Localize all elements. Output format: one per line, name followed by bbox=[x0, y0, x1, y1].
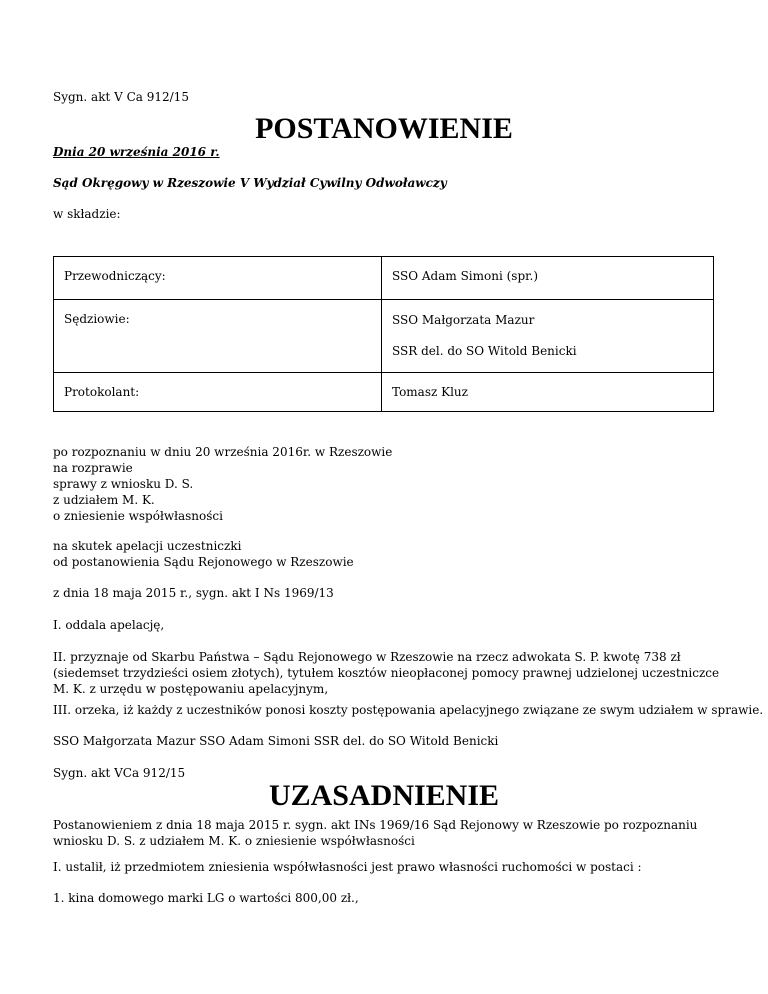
justification-case-number: Sygn. akt VCa 912/15 bbox=[53, 766, 186, 780]
ruling-date: Dnia 20 września 2016 r. bbox=[53, 145, 220, 159]
appeal-date: z dnia 18 maja 2015 r., sygn. akt I Ns 1969/13 bbox=[53, 586, 334, 600]
ruling-point-2: II. przyznaje od Skarbu Państwa – Sądu Rejonowego w Rzeszowie na rzecz adwokata S. P. kwotę 738 zł (siedemset trzydzieści osiem złotych), tytułem kosztów nieopłaconej pomocy prawnej udzielonej uczestniczce M. K. z urzędu w postępowaniu apelacyjnym, bbox=[53, 650, 720, 696]
case-number: Sygn. akt V Ca 912/15 bbox=[53, 90, 189, 104]
judges-names bbox=[382, 300, 714, 373]
ruling-point-1: I. oddala apelację, bbox=[53, 618, 165, 632]
justification-paragraph-1: Postanowieniem z dnia 18 maja 2015 r. sygn. akt INs 1969/16 Sąd Rejonowy w Rzeszowie po rozpoznaniu wniosku D. S. z udziałem M. K. o zniesienie współwłasności bbox=[53, 818, 698, 848]
document-title: POSTANOWIENIE bbox=[255, 112, 513, 145]
presiding-name: SSO Adam Simoni (spr.) bbox=[382, 257, 714, 300]
case-info-line-5: o zniesienie współwłasności bbox=[53, 509, 223, 523]
clerk-row bbox=[54, 373, 714, 412]
case-info-line-1: po rozpoznaniu w dniu 20 września 2016r. w Rzeszowie bbox=[53, 445, 393, 459]
case-info-line-2: na rozprawie bbox=[53, 461, 133, 475]
case-info-line-3: sprawy z wniosku D. S. bbox=[53, 477, 194, 491]
appeal-line-2: od postanowienia Sądu Rejonowego w Rzeszowie bbox=[53, 555, 354, 569]
clerk-label: Protokolant: bbox=[54, 373, 382, 412]
justification-item-1: 1. kina domowego marki LG o wartości 800,00 zł., bbox=[53, 891, 359, 905]
court-name: Sąd Okręgowy w Rzeszowie V Wydział Cywilny Odwoławczy bbox=[53, 176, 447, 190]
court-panel-table bbox=[53, 256, 714, 412]
judge-1: SSO Małgorzata Mazur bbox=[392, 313, 535, 327]
justification-title: UZASADNIENIE bbox=[268, 779, 500, 812]
clerk-name: Tomasz Kluz bbox=[382, 373, 714, 412]
presiding-row bbox=[54, 257, 714, 300]
ruling-point-3: III. orzeka, iż każdy z uczestników ponosi koszty postępowania apelacyjnego związane ze swym udziałem w sprawie. bbox=[53, 703, 764, 717]
judges-signatures: SSO Małgorzata Mazur SSO Adam Simoni SSR del. do SO Witold Benicki bbox=[53, 734, 499, 748]
judges-label: Sędziowie: bbox=[54, 300, 382, 373]
justification-paragraph-2: I. ustalił, iż przedmiotem zniesienia współwłasności jest prawo własności ruchomości w postaci : bbox=[53, 860, 642, 874]
case-info-line-4: z udziałem M. K. bbox=[53, 493, 155, 507]
presiding-label: Przewodniczący: bbox=[54, 257, 382, 300]
judge-2: SSR del. do SO Witold Benicki bbox=[392, 344, 577, 358]
judges-row bbox=[54, 300, 714, 373]
composition-label: w składzie: bbox=[53, 207, 121, 221]
appeal-line-1: na skutek apelacji uczestniczki bbox=[53, 539, 242, 553]
